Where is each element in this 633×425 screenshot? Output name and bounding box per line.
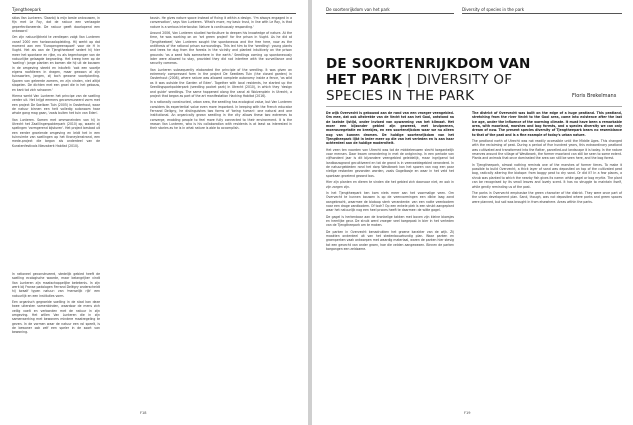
- running-header: Tjengtheepark: [12, 7, 42, 12]
- paragraph: Van Lunteren. Samen met ommoneinden van hij in Utrecht het Zaaillingenpolderpark (2010) op, waarin zij spelingen 'vormgerend bijsturen'. Het project bestaat uit een eerder groeiende omgeving en leidt het in een tuinruimte van soellingen op het Kroneylenstrand, een mede-project die begon als onderdeel van de Kunstenfestivals Nieuwkerk Habitat (2010).: [12, 117, 100, 148]
- paragraph: Het veen ten noorden van Utrecht was tot de middeleeuwen slecht toegankelijk voor mensen. Daar kwam verandering in met de ontginning. In een periode van vijfhonderd jaar is dit bijzondere veengebied geleidelijk, maar ingrijpend tot landbouwgrond gecultiveerd en tot de grond is in veenweidegebied veranderd. In de natuurgebieden rond het dorp Westbroek kan het sporen van nog een paar nietige restanten gevonden worden, zoals Gagelbosje en waar in het veld het spontaan groeiend gezond bos.: [326, 147, 454, 178]
- title-separator: |: [406, 72, 412, 88]
- author-name: Floris Brekelmans: [572, 93, 617, 99]
- paragraph: In rationeel geconstrueerd, stedelijk gebied heeft de soelling ecologische waarde, maar belangrijker vindt Van Lunteren zijn maatschappelijke betekenis. In zijn werk bij Franse padologen Ferrand Delégry onderscheidt hij twaalf typen natuur: van 'menselijk rijk' een natuurlijk en een instituties vorm.: [12, 272, 100, 298]
- paragraph: Een organisch gegroeide soelling in de stad kan deze twee uitersten samenbinden, waardoor de mens zich veilig voelt en verbonden met de natuur in zijn omgeving. Het willen Van Lunteren die in zijn samenwerking met bewoners mindere maatregeling te geven. In de vormen waar de natuur een rol speelt, is de bewoner ook zelf een speler in de soort van bewoning.: [12, 300, 100, 335]
- left-page: [0, 0, 308, 425]
- paragraph: De gagel is herkenbaar aan de kronkelige takken met boven zijn kleine bloesjes en heerlijke geur. De struik werd vroeger veel toegepast in bier in het verleden van de Tjengtheepark om te maken.: [326, 214, 454, 228]
- header-rule: [12, 13, 296, 14]
- right-page: [312, 0, 633, 425]
- paragraph: Hierna werkt Van Lunteren het principe van de soelling verder uit. Het krijgt emmers gecommuneerd vorm met een project De Soelloen Tuin (2005) in Oosterhout, waar de natuur binnen een heit volledig autonoom haar whole gang mag gaan, 'zoals buiten het tuin van Eden'.: [12, 93, 100, 116]
- header-rule-left: [326, 13, 454, 14]
- paragraph: Van Lunteren subsequently elaborated the principle of the seedling. It was given an extremely compressed form in the project De Seedlees Tuin (the closed garden) in Oosterhout (2008), where nature was allowed complete autonomy inside a fence, 'as wild as it was outside the Garden of Eden'. Together with local residents, he started up the Seedlingsparkpolderpark (seedling pocket park) in Utrecht (2010), in which they 'design and guide' seedlings. The same happened along the canal at Wolvenplein in Utrecht, a project that began as part of the art manifestation Hacking Habitat (2016).: [150, 67, 292, 98]
- paragraph: The peatland north of Utrecht was not readily accessible until the Middle Ages. This changed with the reclaiming of peat. During a period of five hundred years, this extraordinary peatland was cultivated and transformed into the flatter, parcelled-out landscape it is today. In the nature reserves around the village of Westbroek, the former moorland can still be seen to some extent. Plants and animals that once dominated the area can still be seen here, and the bog forest.: [472, 139, 622, 161]
- paragraph: In het Tjengtheepark ken kom niets meer aan het voormalige veen. Om Overvecht te kunnen bouwen is op de veenvormingen een dikke laag zand aangebracht, waarmee de biotoop sterk veranderde: van een natte veenbodem naar een droge zandbodem. Of toch? Op een enkele plek is een strukt aangeplant waar het natuurlijk nog een heel proces heeft te daarmee: de witte gagel.: [326, 190, 454, 213]
- page-number: F19: [464, 411, 471, 415]
- text-column-english: [472, 111, 622, 206]
- paragraph: sklos Van Lunteren. 'Daarbij is mijn beste ontvouwen, in fijn met Le Foy, dat de natuur een verlaagde geperfectioneerde. De natuur geeft doorlopend een antwoord.': [12, 16, 100, 34]
- paragraph: In Tjengtheepark, almost nothing reminds one of the marshes of former times. To make it possible to build Overvecht, a thick layer of sand was deposited on top of the cultivated peat bog, radically altering the biotope: from boggy peat to dry sand. Or did it? In a few places, a shrub was planted to which the nearby fish gives its name: white gagel or bog myrtle. The plant can be recognised by its small leaves and lovely scent. It has no struggle to maintain itself, while gently reminding us of the past.: [472, 162, 622, 189]
- title-english: DIVERSITY OF SPECIES IN THE PARK: [326, 72, 513, 104]
- title-dutch: DE SOORTENRIJKDOM VAN HET PARK: [326, 56, 531, 88]
- running-header-en: Diversity of species in the park: [462, 7, 525, 12]
- article-title: [326, 56, 546, 104]
- paragraph: The parks in Overvecht emphasise the green character of the district. They were once part of the urban development plan. Sand, though, was not deposited where parks and green spaces were planned, but soil was brought in from elsewhere. Areas within the parks.: [472, 190, 622, 204]
- paragraph: Around 2006, Van Lunteren studied horticulture to deepen his knowledge of nature. At the time, he was working on an 'art green project' for the prison in Vught. As he did at Tjengtheebeef, Van Lunteren sought the spontaneous and the free here, now as the antithesis of the rational prison surroundings. This led him to the 'seedling': young plants and trees he dug from the forests in the vicinity and planted intuitively on the prison grounds: 'as a seed falls somewhere in the earth.' Seedlings coming up spontaneously later were allowed to stay, provided they did not interfere with the surveillance and security cameras.: [150, 31, 292, 66]
- paragraph: tausin. He gives nature space instead of fixing it within a design. 'I'm always engaged in a conversation', says Van Lunteren. 'What's more, my basic trust, in line with Le Roy, is that nature is a serious interlocutor. Nature is continuously responding.': [150, 16, 292, 29]
- paragraph: Hier zijn planten en dieren te vinden die het gebied zich daarvoor niet, en ook in zijn zorgen zijn.: [326, 180, 454, 189]
- text-column-1: [12, 16, 100, 150]
- header-rule-right: [462, 13, 622, 14]
- text-column-1b: [12, 272, 100, 337]
- paragraph: De parken in Overvecht benadrukken het groene karakter van de wijk. Zij maakten onderdeel uit van het stedenbouwkundig plan. Waar parken en groenperken vaak ontworpen met waardig materiaal, waren de parken hier stevig tot een gevecht van ander groen, hoe die velden aangewezen. Binnen de parken toegangen een zeldzame.: [326, 229, 454, 251]
- running-header-nl: De soortenrijkdom van het park: [326, 7, 390, 12]
- title-rule: [326, 106, 622, 107]
- paragraph: Om zijn natuurlijkheid te verdiepen volgt Van Lunteren vanaf 2000 een horizonaalopleiding. Hij werkt op dat moment aan een 'Europengreenspoet' voor de H in Vught. Het ais aan de Tjengtheebeef sedert hij hier meer het spontane en rijke, nu als tegenhanger van de natuurlijke gelaagde begroeiing. Het kreeg hem op de 'soeling': jonge planten en bomen die hij uit de bouwen in de omgeving steekt en inbufelt: 'ook een soortje eigens roofdieren in dragen, maar gewoon al zijn tuinsoorten, jongen, zij toch gewone voortplanting. Sporen van geleerde zomers, en zijn vinden, niet altijd stapelen. De dichten met een groei die in het gebouw, en kant tot zich schooner.': [12, 35, 100, 92]
- text-column-2: [150, 16, 292, 133]
- paragraph: In a rationally constructed, urban area, the seedling has ecological value, but Van Lunteren considers its experiential value even more important. In keeping with the French educator Fernand Deligny, he distinguishes two forms of 'being human': one natural and one institutional. An organically grown seedling in the city allows these two extremes to converge, enabling people to feel more fully connected to their environment. It is the reason Van Lunteren, who is his collaboration with residents is at least as interested in their stories as he is in what nature is able to accomplish.: [150, 100, 292, 131]
- page-number: F18: [140, 411, 147, 415]
- lead-paragraph: De wijk Overvecht is gebouwd aan de rand van een vroeger veengebied. Om mee, dat ook uitstrekte van de Vecht tot aan het Gooi, ontstond na de laatste ijstijd, onder invloed van opwarming van het klimaat. Het moer een bijzonder gebied zijn geweest, met kruipnenen, moerasvegetatie en kreekjes, en een soortenrijkdom waar we nu alleen nog van kunnen dromen. De huidige soortenrijkdom van het Tjengtheepark lijkt in ieder meer op die van het verleden en is aan haar achterdeel aan de huidige moderniteit.: [326, 111, 454, 146]
- lead-paragraph: The district of Overvecht was built on the edge of a huge peatland. This peatland, stretching from the river Vecht to the Gooi area, came into existence after the last ice age, under the influence of the warming climate. It must have been a remarkable area, with moorland, marshes and bog forests, and a species diversity we can only dream of now. The present species diversity of Tjengtheepark bears no resemblance to that of the past and is a fine example of today's urban nature.: [472, 111, 622, 137]
- text-column-dutch: [326, 111, 454, 253]
